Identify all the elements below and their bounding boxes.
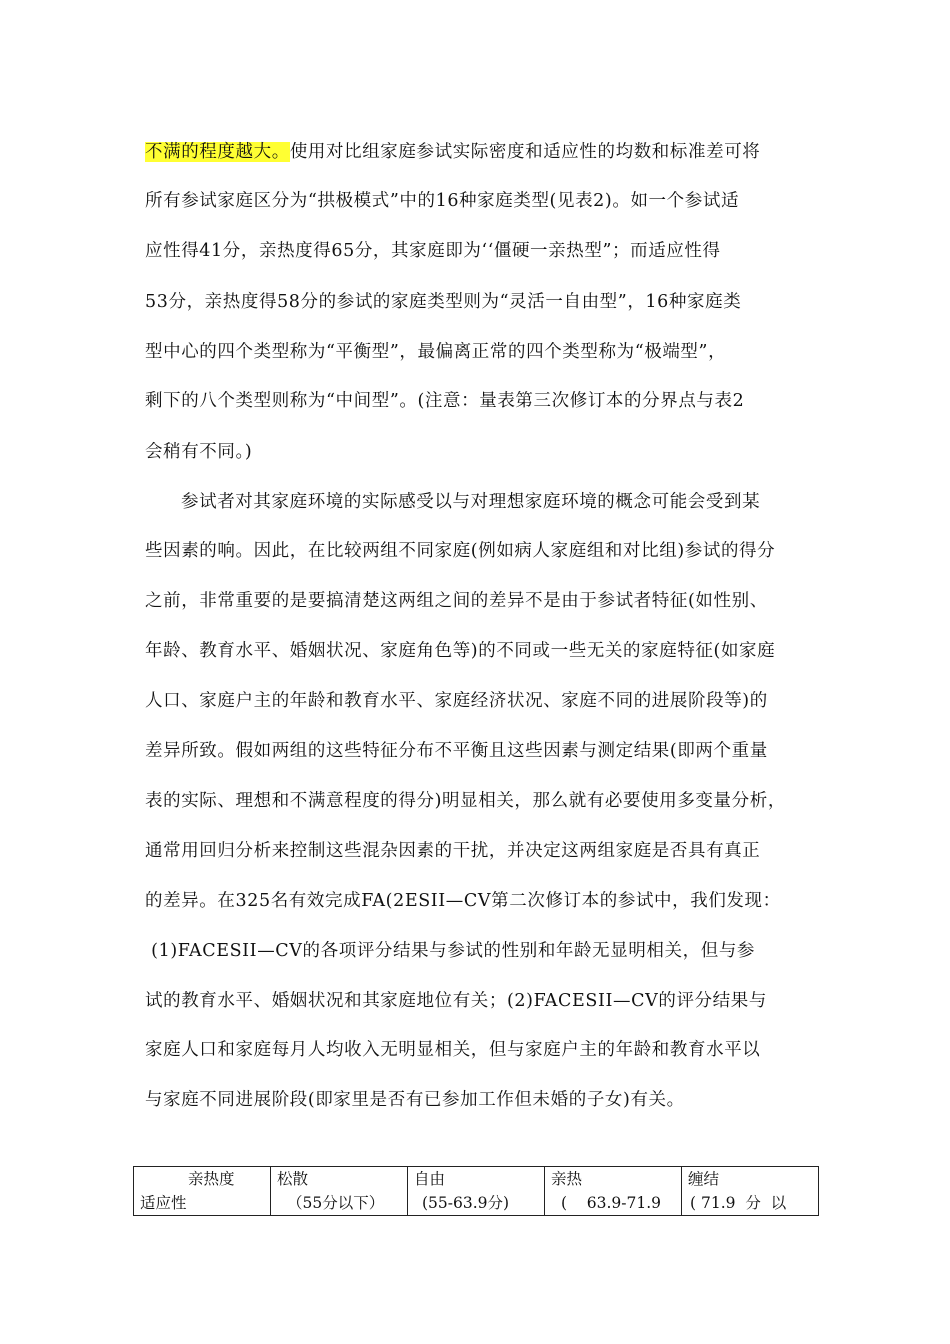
paragraph2-line12: 家庭人口和家庭每月人均收入无明显相关，但与家庭户主的年龄和教育水平以 [145,1040,761,1060]
paragraph2-line6: 差异所致。假如两组的这些特征分布不平衡且这些因素与测定结果(即两个重量 [145,741,768,761]
highlighted-text: 不满的程度越大。 [145,142,290,162]
row-header-bottom: 适应性 [140,1194,187,1212]
column-name: 缠结 [688,1170,720,1188]
paragraph2-line9: 的差异。在325名有效完成FA(2ESII—CV第二次修订本的参试中，我们发现： [145,891,781,911]
paragraph2-line8: 通常用回归分析来控制这些混杂因素的干扰，并决定这两组家庭是否具有真正 [145,841,761,861]
column-range: (55-63.9分) [422,1194,510,1212]
family-type-table [133,1166,819,1216]
table-cell [682,1167,819,1216]
paragraph2-line4: 年龄、教育水平、婚姻状况、家庭角色等)的不同或一些无关的家庭特征(如家庭 [145,641,776,661]
column-name: 松散 [277,1170,309,1188]
column-range: ( 71.9 分 以 [690,1194,787,1212]
paragraph1-line6: 剩下的八个类型则称为“中间型”。(注意：量表第三次修订本的分界点与表2 [145,391,745,411]
paragraph2-line1: 参试者对其家庭环境的实际感受以与对理想家庭环境的概念可能会受到某 [181,492,761,512]
column-name: 亲热 [551,1170,583,1188]
paragraph2-line3: 之前，非常重要的是要搞清楚这两组之间的差异不是由于参试者特征(如性别、 [145,591,768,611]
paragraph1-line2: 所有参试家庭区分为“拱极模式”中的16种家庭类型(见表2)。如一个参试适 [145,191,740,211]
paragraph1-line4: 53分，亲热度得58分的参试的家庭类型则为“灵活一自由型”，16种家庭类 [145,292,742,312]
column-range: （55分以下） [287,1194,385,1212]
paragraph2-line7: 表的实际、理想和不满意程度的得分)明显相关，那么就有必要使用多变量分析， [145,791,786,811]
paragraph2-line2: 些因素的响。因此，在比较两组不同家庭(例如病人家庭组和对比组)参试的得分 [145,541,776,561]
paragraph1-line5: 型中心的四个类型称为“平衡型”，最偏离正常的四个类型称为“极端型”， [145,342,727,362]
table-corner-cell [134,1167,271,1216]
paragraph2-line11: 试的教育水平、婚姻状况和其家庭地位有关；(2)FACESII—CV的评分结果与 [145,991,767,1011]
table-cell [408,1167,545,1216]
paragraph1-line1-text: 使用对比组家庭参试实际密度和适应性的均数和标准差可将 [289,142,761,162]
paragraph1-line1 [145,140,760,164]
row-header-top: 亲热度 [188,1170,235,1188]
table-cell [271,1167,408,1216]
paragraph2-line10: (1)FACESII—CV的各项评分结果与参试的性别和年龄无显明相关，但与参 [145,941,756,961]
table-row [134,1167,819,1216]
column-range: ( 63.9-71.9 [561,1194,662,1212]
paragraph2-line13: 与家庭不同进展阶段(即家里是否有已参加工作但未婚的子女)有关。 [145,1090,685,1110]
column-name: 自由 [414,1170,446,1188]
paragraph1-line3: 应性得41分，亲热度得65分，其家庭即为‘‘僵硬一亲热型”；而适应性得 [145,241,721,261]
table-cell [545,1167,682,1216]
paragraph2-line5: 人口、家庭户主的年龄和教育水平、家庭经济状况、家庭不同的进展阶段等)的 [145,691,768,711]
paragraph1-line7: 会稍有不同。) [145,442,253,462]
